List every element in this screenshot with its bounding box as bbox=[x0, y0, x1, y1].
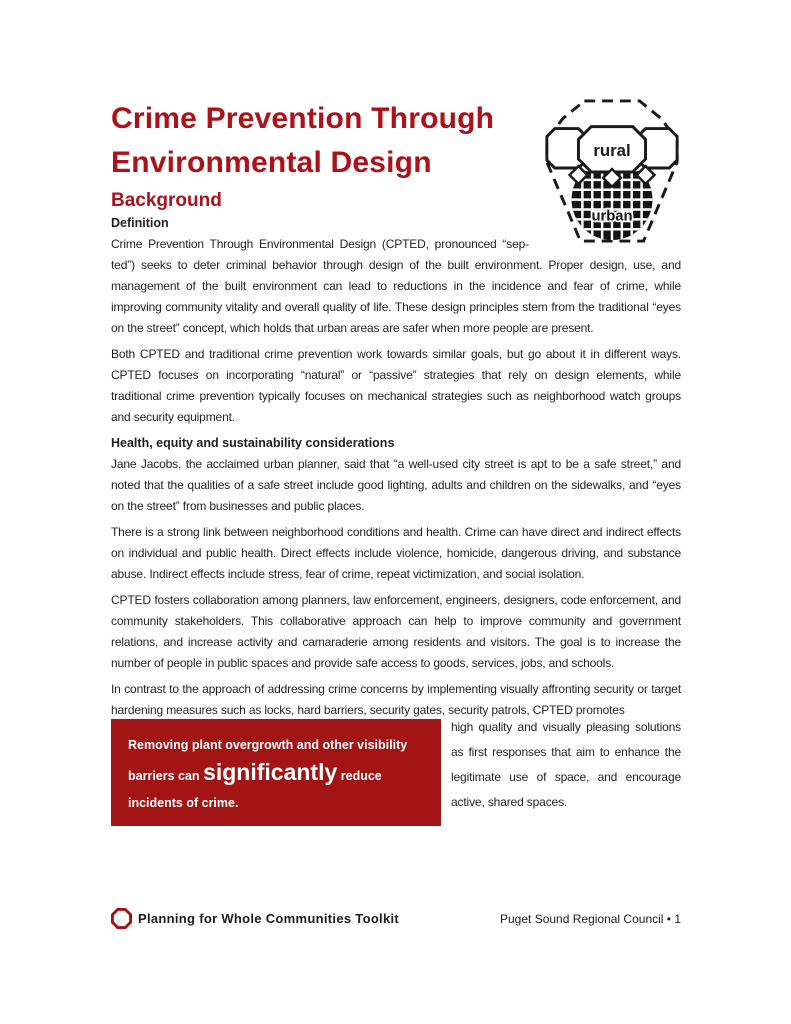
paragraph-definition-1: Crime Prevention Through Environmental Design (CPTED, pronounced “sep-ted”) seeks to deter criminal behavior through design of the built environment. Proper design, use, and management of the built environment can lead to reductions in the incidence and fear of crime, while improving community vitality and overall quality of life. These design principles stem from the traditional “eyes on the street” concept, which holds that urban areas are safer when more people are present. bbox=[111, 237, 681, 335]
footer-page-info: Puget Sound Regional Council • 1 bbox=[500, 911, 681, 926]
logo-rural-label: rural bbox=[593, 141, 631, 161]
callout-row bbox=[111, 719, 681, 826]
footer-toolkit-label: Planning for Whole Communities Toolkit bbox=[138, 911, 400, 926]
subheading-health-equity: Health, equity and sustainability considerations bbox=[111, 436, 395, 450]
rural-urban-logo-icon bbox=[543, 97, 681, 245]
page-footer bbox=[111, 908, 681, 929]
callout-text-emphasis: significantly bbox=[203, 759, 338, 785]
logo-urban-label: urban bbox=[591, 208, 633, 225]
paragraph-contrast-intro: In contrast to the approach of addressing crime concerns by implementing visually affronting security or target hardening measures such as locks, hard barriers, security gates, security patrols, CPTED promotes bbox=[111, 682, 681, 717]
paragraph-health-2: There is a strong link between neighborhood conditions and health. Crime can have direct and indirect effects on individual and public health. Direct effects include violence, homicide, dangerous driving, and substance abuse. Indirect effects include stress, fear of crime, repeat victimization, and social isolation. bbox=[111, 525, 681, 581]
document-title: Crime Prevention Through Environmental Design bbox=[111, 102, 495, 179]
rural-urban-logo bbox=[543, 97, 681, 245]
section-heading-background: Background bbox=[111, 190, 222, 211]
callout-text-post: reduce incidents of crime. bbox=[128, 769, 382, 810]
callout-text-pre: Removing plant overgrowth and other visibility barriers can bbox=[128, 738, 408, 783]
paragraph-health-1: Jane Jacobs, the acclaimed urban planner, said that “a well-used city street is apt to be a safe street,” and noted that the qualities of a safe street include good lighting, adults and children on the sidewalks, and “eyes on the street” from businesses and public places. bbox=[111, 457, 681, 513]
subheading-definition: Definition bbox=[111, 216, 169, 230]
page-content bbox=[111, 97, 681, 826]
octagon-icon bbox=[111, 908, 132, 929]
paragraph-contrast-wrap: high quality and visually pleasing solutions as first responses that aim to enhance the legitimate use of space, and encourage active, shared spaces. bbox=[451, 720, 681, 809]
callout-box bbox=[111, 719, 441, 826]
paragraph-health-3: CPTED fosters collaboration among planners, law enforcement, engineers, designers, code enforcement, and community stakeholders. This collaborative approach can help to improve community and government relations, and increase activity and camaraderie among residents and visitors. The goal is to increase the number of people in public spaces and provide safe access to goods, services, jobs, and schools. bbox=[111, 593, 681, 670]
paragraph-definition-2: Both CPTED and traditional crime prevention work towards similar goals, but go about it in different ways. CPTED focuses on incorporating “natural” or “passive” strategies that rely on design elements, while traditional crime prevention typically focuses on mechanical strategies such as neighborhood watch groups and security equipment. bbox=[111, 347, 681, 424]
footer-brand bbox=[111, 908, 399, 929]
